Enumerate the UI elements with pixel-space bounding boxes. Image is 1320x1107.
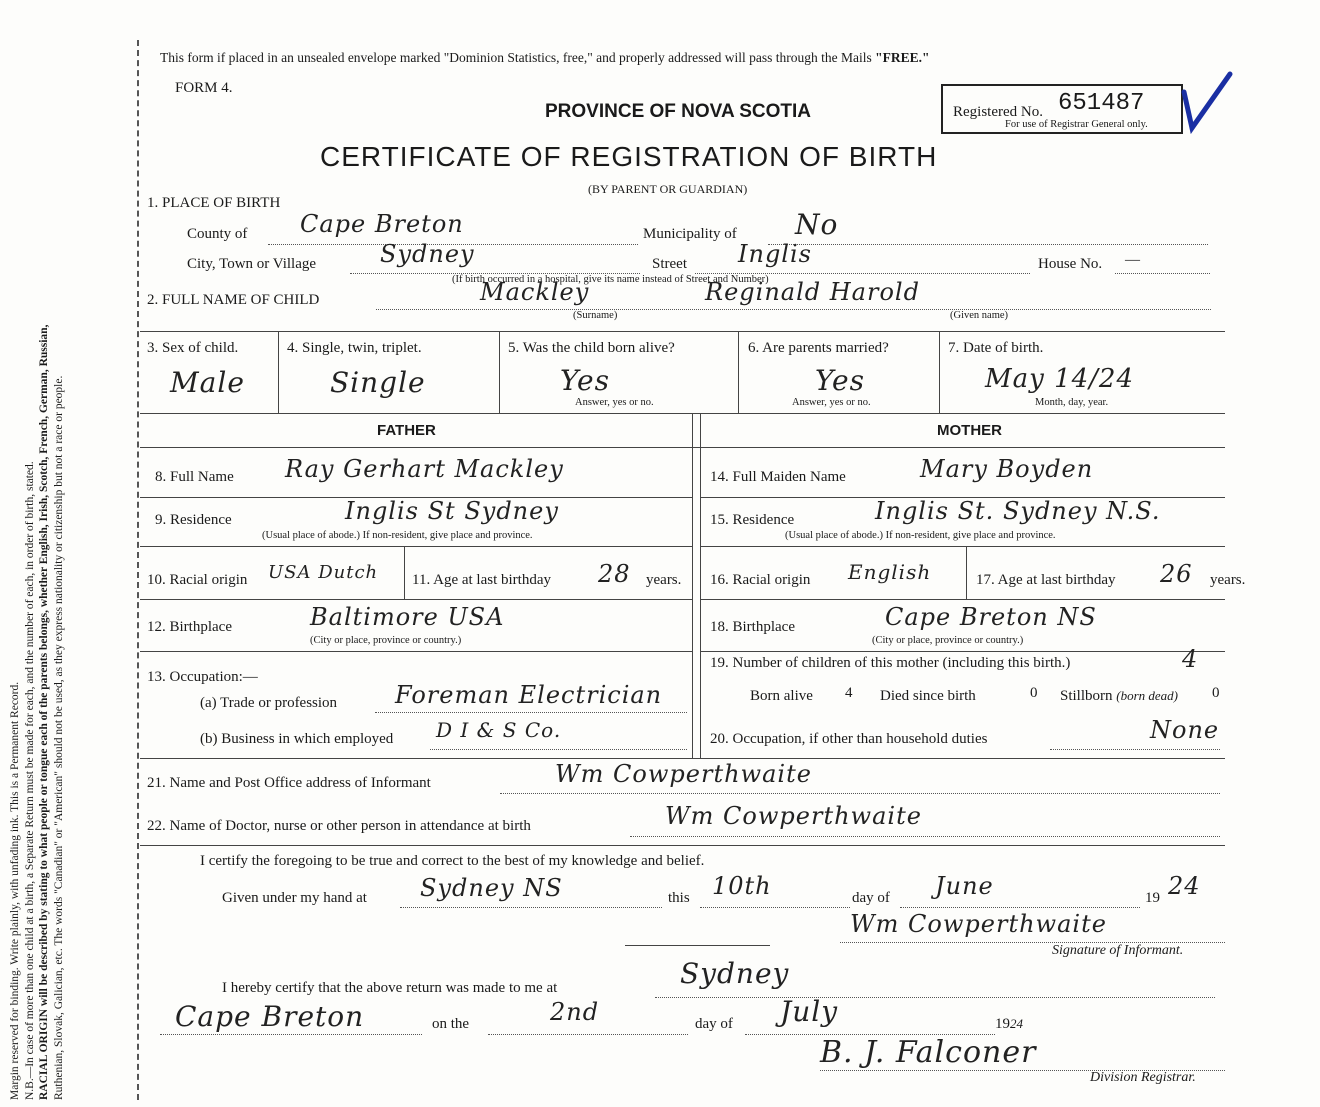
- informant-signature-caption: Signature of Informant.: [1052, 943, 1184, 958]
- born-alive-caption: Answer, yes or no.: [575, 397, 654, 408]
- registrar-year-prefix: 19: [995, 1016, 1010, 1032]
- mail-notice: [160, 50, 929, 66]
- child-surname: Mackley: [480, 278, 590, 306]
- children-count-value: 4: [1182, 645, 1199, 673]
- house-label: House No.: [1038, 256, 1103, 272]
- stillborn-value: 0: [1212, 685, 1220, 701]
- mother-age-label: 17. Age at last birthday: [976, 572, 1116, 588]
- mother-residence-value: Inglis St. Sydney N.S.: [875, 497, 1161, 525]
- registrar-signature: B. J. Falconer: [820, 1035, 1037, 1070]
- father-residence-caption: (Usual place of abode.) If non-resident, give place and province.: [262, 530, 533, 541]
- informant-label: 21. Name and Post Office address of Informant: [147, 775, 431, 791]
- margin-line-1: Margin reserved for binding. Write plainly, with unfading ink. This is a Permanent Record.: [9, 681, 21, 1100]
- father-birthplace-value: Baltimore USA: [310, 603, 505, 631]
- plurality-value: Single: [330, 366, 426, 399]
- registrar-place-value: Sydney: [680, 957, 790, 990]
- mother-heading: MOTHER: [937, 422, 1002, 439]
- certificate-title: CERTIFICATE OF REGISTRATION OF BIRTH: [320, 141, 938, 172]
- born-alive-count-value: 4: [845, 685, 853, 701]
- margin-line-2: N.B.—In case of more than one child at a birth, a Separate Return must be made for each, and the number of each, in order of birth, stated.: [23, 461, 36, 1100]
- married-label: 6. Are parents married?: [748, 340, 889, 356]
- stillborn-label: [1060, 688, 1178, 705]
- mail-notice-free: "FREE.": [875, 50, 930, 65]
- margin-line-3: RACIAL ORIGIN will be described by stating to what people or tongue each of the parents belongs, whether English, Irish, Scotch, French, German, Russian,: [38, 324, 50, 1100]
- year-prefix: 19: [1145, 890, 1160, 906]
- given-caption: (Given name): [950, 310, 1009, 321]
- day-of-label: day of: [852, 890, 890, 906]
- died-value: 0: [1030, 685, 1038, 701]
- month-value: June: [935, 872, 994, 900]
- municipality-label: Municipality of: [643, 226, 737, 242]
- father-residence-label: 9. Residence: [155, 512, 232, 528]
- business-value: D I & S Co.: [436, 718, 562, 742]
- occupation-label: 13. Occupation:—: [147, 669, 258, 685]
- father-name-label: 8. Full Name: [155, 469, 234, 485]
- married-value: Yes: [815, 364, 865, 397]
- mother-age-value: 26: [1160, 560, 1193, 588]
- mother-age-unit: years.: [1210, 572, 1246, 588]
- father-race-label: 10. Racial origin: [147, 572, 248, 588]
- born-alive-value: Yes: [560, 364, 610, 397]
- registrar-year-printed: [995, 1016, 1023, 1033]
- trade-label: (a) Trade or profession: [200, 695, 338, 711]
- street-value: Inglis: [738, 240, 812, 268]
- year-value: 24: [1168, 872, 1201, 900]
- registered-value: 651487: [1058, 90, 1145, 117]
- father-residence-value: Inglis St Sydney: [345, 497, 559, 525]
- child-name-label: 2. FULL NAME OF CHILD: [147, 292, 320, 308]
- mother-occupation-value: None: [1150, 716, 1220, 744]
- registrar-statement: I hereby certify that the above return was made to me at: [222, 980, 558, 996]
- father-race-value: USA Dutch: [268, 562, 379, 583]
- county-label: County of: [187, 226, 248, 242]
- mother-name-value: Mary Boyden: [920, 455, 1094, 483]
- surname-caption: (Surname): [573, 310, 618, 321]
- mother-birthplace-label: 18. Birthplace: [710, 619, 795, 635]
- county-value: Cape Breton: [300, 210, 464, 238]
- registrar-month-value: July: [780, 995, 839, 1028]
- died-label: Died since birth: [880, 688, 976, 704]
- registered-label: Registered No.: [953, 104, 1043, 120]
- mother-residence-caption: (Usual place of abode.) If non-resident, give place and province.: [785, 530, 1056, 541]
- on-the-label: on the: [432, 1016, 470, 1032]
- doctor-label: 22. Name of Doctor, nurse or other person in attendance at birth: [147, 818, 531, 834]
- father-birthplace-label: 12. Birthplace: [147, 619, 232, 635]
- city-value: Sydney: [380, 240, 475, 268]
- street-label: Street: [652, 256, 687, 272]
- mother-birthplace-value: Cape Breton NS: [885, 603, 1097, 631]
- father-heading: FATHER: [377, 422, 436, 439]
- doctor-value: Wm Cowperthwaite: [665, 802, 922, 830]
- house-value: —: [1125, 252, 1140, 268]
- father-age-unit: years.: [646, 572, 682, 588]
- mail-notice-text: This form if placed in an unsealed envelope marked "Dominion Statistics, free," and properly addressed will pass through the Mails: [160, 50, 872, 65]
- sex-value: Male: [170, 366, 245, 399]
- born-alive-label: 5. Was the child born alive?: [508, 340, 675, 356]
- province-heading: PROVINCE OF NOVA SCOTIA: [545, 101, 812, 122]
- certify-statement: I certify the foregoing to be true and correct to the best of my knowledge and belief.: [200, 853, 705, 869]
- dob-value: May 14/24: [985, 364, 1135, 394]
- given-under-label: Given under my hand at: [222, 890, 367, 906]
- mother-race-value: English: [848, 560, 932, 584]
- margin-line-4: Ruthenian, Slovak, Galician, etc. The words "Canadian" or "American" should not be used, as they express nationality or citizenship but not a race or people.: [52, 375, 65, 1100]
- binding-margin-line: [137, 40, 139, 1100]
- father-name-value: Ray Gerhart Mackley: [285, 455, 564, 483]
- stillborn-note: (born dead): [1116, 688, 1179, 703]
- informant-signature: Wm Cowperthwaite: [850, 910, 1107, 938]
- informant-value: Wm Cowperthwaite: [555, 760, 812, 788]
- certificate-subtitle: (BY PARENT OR GUARDIAN): [588, 182, 748, 196]
- father-birthplace-caption: (City or place, province or country.): [310, 635, 462, 646]
- registrar-caption: Division Registrar.: [1090, 1070, 1196, 1085]
- given-place-value: Sydney NS: [420, 874, 563, 902]
- checkmark-icon: [1180, 70, 1240, 140]
- dob-caption: Month, day, year.: [1035, 397, 1109, 408]
- mother-residence-label: 15. Residence: [710, 512, 795, 528]
- married-caption: Answer, yes or no.: [792, 397, 871, 408]
- sex-label: 3. Sex of child.: [147, 340, 239, 356]
- mother-race-label: 16. Racial origin: [710, 572, 811, 588]
- margin-instructions: [8, 40, 66, 1100]
- registrar-year-value: 24: [1010, 1016, 1023, 1031]
- registrar-county-value: Cape Breton: [175, 1000, 365, 1033]
- this-label: this: [668, 890, 690, 906]
- city-label: City, Town or Village: [187, 256, 317, 272]
- stillborn-text: Stillborn: [1060, 688, 1113, 704]
- father-age-value: 28: [598, 560, 631, 588]
- registered-number-box: [941, 84, 1183, 134]
- plurality-label: 4. Single, twin, triplet.: [287, 340, 422, 356]
- business-label: (b) Business in which employed: [200, 731, 394, 747]
- registrar-day-value: 2nd: [550, 998, 600, 1026]
- trade-value: Foreman Electrician: [395, 681, 663, 709]
- born-alive-count-label: Born alive: [750, 688, 813, 704]
- child-given-name: Reginald Harold: [705, 278, 920, 306]
- mother-name-label: 14. Full Maiden Name: [710, 469, 846, 485]
- dob-label: 7. Date of birth.: [948, 340, 1044, 356]
- registrar-day-of-label: day of: [695, 1016, 733, 1032]
- children-count-label: 19. Number of children of this mother (including this birth.): [710, 655, 1071, 671]
- mother-occupation-label: 20. Occupation, if other than household duties: [710, 731, 988, 747]
- place-of-birth-label: 1. PLACE OF BIRTH: [147, 195, 281, 211]
- mother-birthplace-caption: (City or place, province or country.): [872, 635, 1024, 646]
- day-value: 10th: [712, 872, 772, 900]
- hospital-note: (If birth occurred in a hospital, give its name instead of Street and Number): [452, 274, 769, 285]
- form-number: FORM 4.: [175, 80, 233, 96]
- father-age-label: 11. Age at last birthday: [412, 572, 551, 588]
- registrar-note: For use of Registrar General only.: [1005, 119, 1148, 130]
- municipality-value: No: [795, 208, 839, 241]
